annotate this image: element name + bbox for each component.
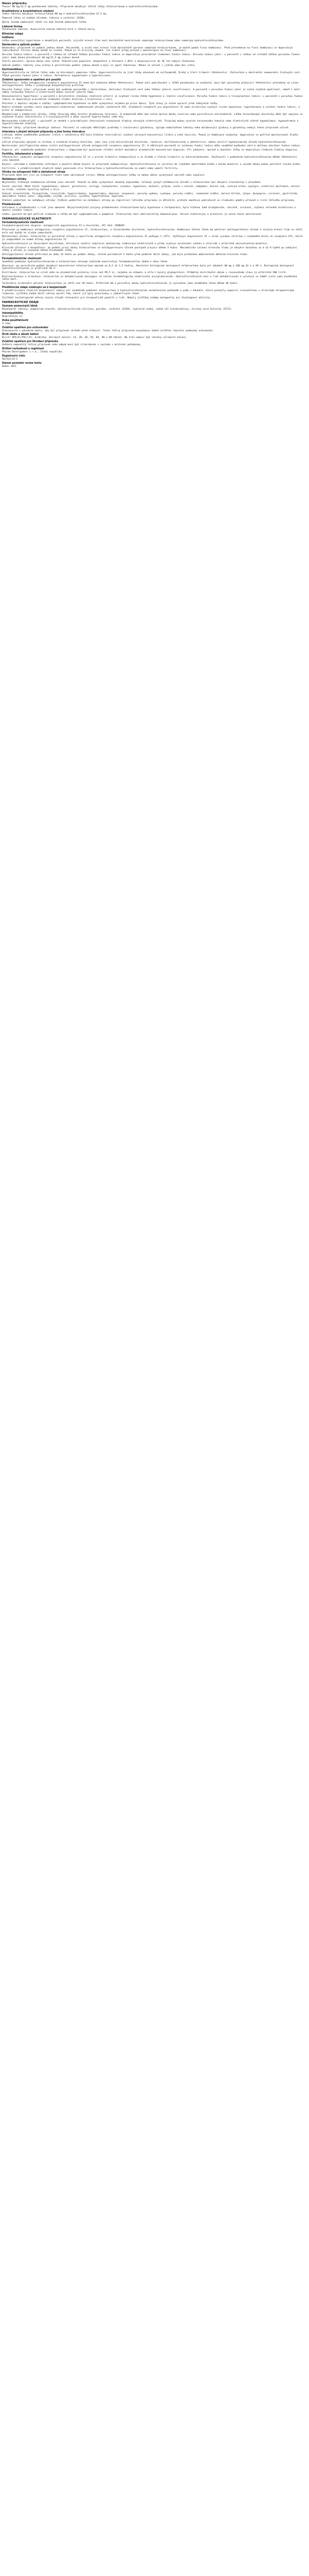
- paragraph: Duben 2021: [2, 365, 16, 368]
- subsection-heading: Datum poslední revize textu: [2, 362, 42, 365]
- paragraph: Blistr OPA/Al/PVC//Al, krabička. Velikost balení: 14, 28, 30, 56, 84, 90 a 98 tablet. Na trhu nemusí být všechny velikosti balení.: [2, 336, 187, 340]
- paragraph: Klinická účinnost a bezpečnost: po podání první dávky telmisartanu se antihypertenzní účinek postupně projeví během 3 hodin. Maximálního snížení krevního tlaku je obvykle dosaženo za 4 až 8 týdnů po zahájení léčby a účinek je zachován během dlouhodobé léčby.: [2, 246, 297, 252]
- major-heading: FARMACEUTICKÉ ÚDAJE: [2, 300, 39, 304]
- paragraph: Přípravek může mít vliv na schopnost řídit nebo obsluhovat stroje. Během antihypertenzní léčby se mohou občas vyskytnout závratě nebo ospalost.: [2, 174, 206, 177]
- paragraph: Přípravek je kombinací antagonisty receptoru angiotenzinu II, telmisartanu, a thiazidového diuretika, hydrochlorothiazidu. Kombinace těchto látek má aditivní antihypertenzní účinek a snižuje krevní tlak ve větší míře než každá ze složek samostatně.: [2, 229, 303, 234]
- section-heading: Název přípravku: [2, 2, 27, 5]
- paragraph: Starší pacienti: úprava dávky není nutná. Pediatrická populace: bezpečnost a účinnost u dětí a dospívajících do 18 let nebyla stanovena.: [2, 60, 196, 63]
- document: [0, 0, 305, 370]
- paragraph: Terminální eliminační poločas telmisartanu je větší než 20 hodin. Přibližně 60 % perorální dávky hydrochlorothiazidu je vyloučeno jako nezměněná látka během 48 hodin.: [2, 282, 239, 285]
- subsection-heading: Interakce s jinými léčivými přípravky a jiné formy interakce: [2, 131, 85, 134]
- paragraph: Porucha funkce jater: přípravek nesmí být podáván pacientům s cholestázou, obstrukcí žlučových cest nebo těžkou jaterní insuficiencí. U pacientů s poruchou funkce jater je nutná zvýšená opatrnost, neboť i malé změny rovnováhy tekutin a elektrolytů mohou vyvolat jaterní kóma.: [2, 88, 300, 94]
- paragraph: Nerovnováha elektrolytů: u pacientů je vhodné v pravidelných intervalech stanovovat hladiny sérových elektrolytů. Thiazidy mohou vyvolat nerovnováhu tekutin nebo elektrolytů včetně hypokalemie, hyponatremie a hypochloremické alkalózy.: [2, 120, 299, 126]
- paragraph: Veškerý nepoužitý léčivý přípravek nebo odpad musí být zlikvidován v souladu s místními požadavky.: [2, 344, 142, 347]
- paragraph: Metabolické a endokrinní účinky: léčba thiazidy může narušit glukózovou toleranci. U diabetiků může být nutná úprava dávky inzulinu nebo perorálních antidiabetik. Léčba thiazidovými diuretiky může být spojena se zvýšením hladin cholesterolu a triacylglycerolů a může vyvolat hyperurikemii nebo dnu.: [2, 113, 303, 119]
- paragraph: 58/412/14-C: [2, 358, 18, 361]
- paragraph: Pacienti s deplecí objemu a sodíku: symptomatická hypotenze se může vyskytnout zejména po první dávce. Tyto stavy je nutné upravit před zahájením léčby.: [2, 102, 219, 105]
- paragraph: Absorpce: po perorálním podání dosahují koncentrace telmisartanu maxima za 0,5 až 1,5 hodiny. Absolutní biologická dostupnost telmisartanu byla při dávkách 40 mg a 160 mg 42 % a 58 %. Biologická dostupnost hydrochlorothiazidu je přibližně 60 %.: [2, 264, 294, 270]
- paragraph: Informace o předávkování u lidí jsou omezené. Nejvýraznějšími projevy předávkování telmisartanem byly hypotenze a tachykardie; byla hlášena také bradykardie, závratě, zvracení, zvýšení sérového kreatininu a akutní selhání ledvin.: [2, 206, 296, 212]
- paragraph: Fertilita: v předklinických studiích nebyl pozorován vliv telmisartanu a hydrochlorothiazidu na samčí nebo samičí fertilitu.: [2, 167, 179, 170]
- paragraph: Nejčastěji hlášeným nežádoucím účinkem jsou závratě. Vzácně se může vyskytnout závažný angioedém. Celkový výskyt nežádoucích účinků u telmisartanu byl obvykle srovnatelný s placebem.: [2, 181, 262, 184]
- paragraph: Vzácné: bronchitida, faryngitida, sinusitida, hyperurikemie, hyponatremie, deprese, nespavost, poruchy spánku, synkopa, poruchy vidění, rozmazané vidění, bolest břicha, zácpa, dyspepsie, zvracení, gastritida, abnormální funkce jater, angioedém, erytém, pruritus, vyrážka, hyperhidróza, kopřivka.: [2, 192, 299, 198]
- section-heading: Kvalitativní a kvantitativní složení: [2, 9, 54, 13]
- paragraph: Tezzor 80 mg/12,5 mg potahované tablety. Přípravek obsahuje léčivé látky telmisartanum a hydrochlorothiazidum.: [2, 5, 159, 8]
- paragraph: Distribuce: telmisartan se silně váže na plazmatické proteiny (více než 99,5 %), zejména na albumin a alfa-1 kyselý glykoprotein. Průměrný distribuční objem v rovnovážném stavu je přibližně 500 litrů.: [2, 272, 287, 275]
- paragraph: Pharma Development s.r.o., Česká republika.: [2, 351, 63, 354]
- subsection-heading: Fertilita, těhotenství a kojení: [2, 153, 43, 156]
- subsection-heading: Předklinické údaje vztahující se k bezpečnosti: [2, 286, 66, 290]
- paragraph: Způsob podání: tablety jsou určeny k perorálnímu podání jednou denně a mají se zapít tekutinou. Mohou se užívat s jídlem nebo bez jídla.: [2, 64, 196, 67]
- paragraph: Pomocné látky: přípravek obsahuje laktosu. Pacienti se vzácnými dědičnými problémy s intolerancí galaktosy, úplným nedostatkem laktázy nebo malabsorpcí glukosy a galaktosy nemají tento přípravek užívat.: [2, 127, 290, 130]
- paragraph: Časté: závratě. Méně časté: hypokalemie, úzkost, parestezie, vertigo, tachykardie, arytmie, hypotenze, dušnost, průjem, sucho v ústech, nadýmání, bolest zad, svalové křeče, myalgie, erektilní dysfunkce, bolest na hrudi, zvýšení kyseliny močové v krvi.: [2, 185, 300, 191]
- subsection-heading: Zvláštní upozornění a opatření pro použití: [2, 78, 61, 81]
- paragraph: Léčba esenciální hypertenze u dospělých pacientů, jejichž krevní tlak není dostatečně kontrolován samotným telmisartanem nebo samotným hydrochlorothiazidem.: [2, 39, 225, 42]
- subsection-heading: Doba použitelnosti: [2, 319, 28, 322]
- paragraph: Léčba: pacient má být pečlivě sledován a léčba má být symptomatická a podpůrná. Telmisartan není odstranitelný hemodialýzou. Sérové elektrolyty a kreatinin je nutno často monitorovat.: [2, 213, 263, 216]
- paragraph: Renovaskulární hypertenze: u pacientů s bilaterální stenózou renálních arterií je zvýšené riziko těžké hypotenze a renální insuficience. Porucha funkce ledvin a transplantace ledvin: u pacientů s poruchou funkce ledvin se doporučuje pravidelné sledování hladin draslíku a kreatininu v séru.: [2, 95, 303, 101]
- subsection-heading: Seznam pomocných látek: [2, 304, 38, 308]
- subsection-heading: Zvláštní opatření pro uchovávání: [2, 326, 48, 329]
- paragraph: Duální blokáda systému renin-angiotenzin-aldosteron: kombinované užívání inhibitorů ACE, blokátorů receptorů pro angiotenzin II nebo aliskirenu zvyšuje riziko hypotenze, hyperkalemie a snížení funkce ledvin, a proto se nedoporučuje.: [2, 106, 300, 112]
- paragraph: Farmakoterapeutická skupina: antagonisté angiotenzinu II a diuretika. ATC kód: C09DA07.: [2, 225, 126, 228]
- paragraph: Lithium: během souběžného podávání lithia s inhibitory ACE bylo hlášeno reverzibilní zvýšení sérových koncentrací lithia a jeho toxicity. Pokud je kombinace nezbytná, doporučuje se pečlivé monitorování hladin lithia v séru.: [2, 134, 299, 140]
- paragraph: Uchovávejte v původním obalu, aby byl přípravek chráněn před vlhkostí. Tento léčivý přípravek nevyžaduje žádné zvláštní teplotní podmínky uchovávání.: [2, 329, 215, 332]
- subsection-heading: Dávkování a způsob podání: [2, 43, 41, 46]
- paragraph: Těhotenství: podávání antagonistů receptoru angiotenzinu II se v prvním trimestru nedoporučuje a ve druhém a třetím trimestru je kontraindikováno. Zkušenosti s podáváním hydrochlorothiazidu během těhotenství jsou omezené.: [2, 156, 297, 162]
- paragraph: Pomocné látky se známým účinkem: laktosa a sorbitol (E420).: [2, 17, 87, 20]
- paragraph: Kojení: vzhledem k nedostatku informací o použití během kojení se přípravek nedoporučuje. Hydrochlorothiazid se vylučuje do lidského mateřského mléka v malém množství a vysoké dávky mohou potlačit tvorbu mléka.: [2, 163, 301, 166]
- section-heading: Léková forma: [2, 25, 23, 28]
- section-heading: Klinické údaje: [2, 32, 23, 36]
- paragraph: Souběžné podávání hydrochlorothiazidu a telmisartanu zdravým jedincům neovlivňuje farmakokinetiku žádné z obou látek.: [2, 260, 169, 263]
- paragraph: Těhotenství: léčba antagonisty receptoru angiotenzinu II nemá být zahájena během těhotenství. Pokud není pokračování v léčbě považováno za nezbytné, mají být pacientky plánující těhotenství převedeny na jinou antihypertenzní léčbu s prokázaným bezpečnostním profilem.: [2, 81, 299, 87]
- paragraph: Monohydrát laktosy, magnesium-stearát, mikrokrystalická celulosa, povidon, sorbitol (E420), hydroxid sodný, sodná sůl kroskarmelosy, červený oxid železitý (E172).: [2, 308, 233, 311]
- paragraph: 3 roky.: [2, 322, 12, 325]
- subsection-heading: Účinky na schopnost řídit a obsluhovat stroje: [2, 171, 65, 174]
- subsection-heading: Registrační číslo: [2, 355, 25, 358]
- subsection-heading: Inkompatibility: [2, 312, 23, 315]
- subsection-heading: Zvláštní opatření pro likvidaci přípravku: [2, 341, 59, 344]
- paragraph: Potahovaná tableta. Dvouvrstvá oválná tableta bílé a růžové barvy.: [2, 28, 96, 31]
- paragraph: Neuplatňuje se.: [2, 315, 24, 318]
- paragraph: Hlášení podezření na nežádoucí účinky: hlášení podezření na nežádoucí účinky po registraci léčivého přípravku je důležité, protože umožňuje pokračovat ve sledování poměru přínosů a rizik léčivého přípravku.: [2, 199, 296, 202]
- paragraph: Biotransformace a eliminace: telmisartan je metabolizován konjugací za vzniku farmakologicky neaktivního acylglukuronidu. Hydrochlorothiazid není u lidí metabolizován a vylučuje se téměř zcela jako nezměněná látka močí.: [2, 276, 297, 281]
- paragraph: Hypersenzitivita na léčivé látky nebo na kteroukoli pomocnou látku. Hypersenzitivita na jiné látky odvozené od sulfonamidů. Druhý a třetí trimestr těhotenství. Cholestáza a obstrukční onemocnění žlučových cest. Těžká porucha funkce jater a ledvin. Refrakterní hypokalemie a hyperkalcemie.: [2, 72, 301, 77]
- paragraph: Léčivé přípravky spojené se ztrátou a snížením hladiny draslíku, jako jsou jiná kaliuretická diuretika, laxativa, kortikosteroidy a amfotericin, mohou zesílit hypokalemický účinek hydrochlorothiazidu.: [2, 141, 287, 144]
- paragraph: Digoxin: při souběžném podávání telmisartanu s digoxinem byl pozorován střední nárůst maximální plazmatické koncentrace digoxinu. Při zahájení, úpravě a ukončení léčby se doporučuje sledovat hladiny digoxinu.: [2, 149, 299, 152]
- paragraph: Antihypertenzní účinek přetrvává po dobu 24 hodin po podání dávky, včetně posledních 4 hodin před podáním další dávky, jak bylo prokázáno ambulantním měřením krevního tlaku.: [2, 253, 249, 257]
- paragraph: Úplný seznam pomocných látek viz bod Seznam pomocných látek.: [2, 21, 88, 24]
- subsection-heading: Farmakodynamické vlastnosti: [2, 222, 44, 225]
- paragraph: Nesteroidní antiflogistika mohou snížit antihypertenzní účinek antagonistů receptoru angiotenzinu II. U některých pacientů se sníženou funkcí ledvin může souběžné podávání vést k dalšímu zhoršení funkce ledvin.: [2, 145, 301, 148]
- subsection-heading: Nežádoucí účinky: [2, 178, 27, 181]
- subsection-heading: Farmakokinetické vlastnosti: [2, 257, 42, 260]
- paragraph: Mechanismus účinku: telmisartan je perorálně účinný a specifický antagonista receptoru angiotenzinu II podtypu 1 (AT1). Vytěsňuje angiotenzin II s velmi vysokou afinitou z vazebného místa na receptoru AT1, které je zodpovědné za známé účinky angiotenzinu II.: [2, 235, 303, 241]
- paragraph: Dávkování: přípravek se podává jednou denně. Pacientům, u nichž není krevní tlak dostatečně upraven samotným telmisartanem, je možné podat fixní kombinaci. Před převedením na fixní kombinaci se doporučuje individuální titrace dávky každé ze složek. Pokud je to klinicky vhodné, lze zvážit přímý převod z monoterapie na fixní kombinaci.: [2, 46, 293, 53]
- major-heading: FARMAKOLOGICKÉ VLASTNOSTI: [2, 217, 52, 221]
- paragraph: Hydrochlorothiazid je thiazidové diuretikum. Ovlivňuje renální tubulární mechanismy reabsorpce elektrolytů a přímo zvyšuje vylučování sodíku a chloridů v přibližně ekvivalentním množství.: [2, 242, 269, 245]
- paragraph: Jedna tableta obsahuje telmisartanum 80 mg a hydrochlorothiazidum 12,5 mg.: [2, 13, 108, 16]
- subsection-heading: Indikace: [2, 36, 14, 39]
- paragraph: Porucha funkce ledvin: u pacientů s lehkou až středně těžkou poruchou funkce ledvin se doporučuje pravidelné sledování funkce ledvin. Porucha funkce jater: u pacientů s lehkou až středně těžkou poruchou funkce jater nemá dávka přesáhnout 40 mg/12,5 mg jednou denně.: [2, 54, 300, 59]
- subsection-heading: Druh obalu a obsah balení: [2, 333, 39, 336]
- subsection-heading: Předávkování: [2, 203, 21, 206]
- subsection-heading: Držitel rozhodnutí o registraci: [2, 348, 44, 351]
- paragraph: Zjištěné toxikologické nálezy nejsou zřejmě relevantní pro terapeutické použití u lidí. Nebyly zjištěny známky mutagenity ani klastogenní aktivity.: [2, 296, 212, 299]
- paragraph: V předklinických studiích bezpečnosti nebyly při souběžném podávání telmisartanu a hydrochlorothiazidu normotenzním potkanům a psům v dávkách, které poskytly expozici srovnatelnou s klinickým terapeutickým rozmezím, zjištěny žádné další nálezy oproti těm, které již byly pozorovány u jednotlivých látek.: [2, 290, 294, 295]
- subsection-heading: Kontraindikace: [2, 69, 23, 72]
